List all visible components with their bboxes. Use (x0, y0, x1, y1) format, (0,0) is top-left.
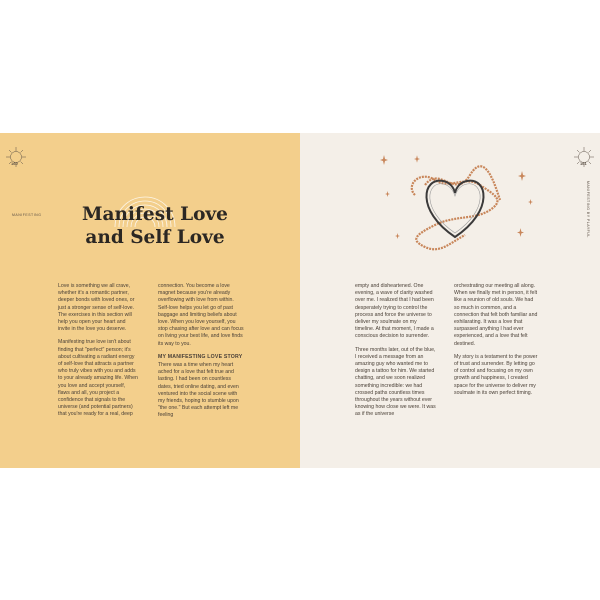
right-page (300, 133, 600, 468)
paragraph: Three months later, out of the blue, I received a message from an amazing guy who wanted me to design a tattoo for him. We started chatting, and we soon realized something incredible: we had crossed paths countless times throughout the years without ever knowing how close we were. It was as if the universe (355, 346, 436, 418)
sparkle-icon (385, 191, 390, 197)
paragraph: empty and disheartened. One evening, a wave of clarity washed over me. I realized that I had been desperately trying to control the process and force the universe to deliver my soulmate on my timeline. At that moment, I made a conscious decision to surrender. (355, 283, 434, 340)
side-label: MANIFESTING BY PLAYFUL (586, 181, 590, 238)
paragraph: Manifesting true love isn't about finding that "perfect" person; it's about cultivating a radiant energy of self-love that attracts a partner who truly vibes with you and adds to your already amazing life. When you love and accept yourself, flaws and all, you project a confidence that signals to the universe (and potential partners) that you're ready for a real, deep (58, 339, 138, 418)
heart-chain-icon (395, 155, 515, 255)
paragraph: connection. You become a love magnet because you're already overflowing with love from within. Self-love helps you let go of past baggage and limiting beliefs about love. When you love yourself, you stop chasing after love and can focus on living your best life, and love finds its way to you. (158, 283, 244, 347)
paragraph: orchestrating our meeting all along. When we finally met in person, it felt like a reunion of old souls. We had so much in common, and a connection that felt both familiar and exhilarating. It was a love that surpassed anything I had ever experienced, and a love that felt destined. (454, 283, 538, 347)
title-line-1: Manifest Love (82, 204, 228, 225)
left-column-2 (158, 283, 244, 426)
right-column-1 (355, 283, 437, 425)
left-column-1 (58, 283, 138, 425)
title-line-2: and Self Love (85, 227, 225, 248)
right-column-2 (454, 283, 538, 403)
page-title (70, 203, 240, 249)
side-label: MANIFESTING (12, 213, 42, 217)
paragraph: Love is something we all crave, whether it's a romantic partner, deeper bonds with loved ones, or just a stronger sense of self-love. The exercises in this section will help you open your heart and invite in the love you deserve. (58, 283, 135, 333)
page-number: 161 (580, 161, 587, 166)
page-number: 160 (11, 161, 18, 166)
sparkle-icon (518, 171, 526, 181)
left-page (0, 133, 300, 468)
sparkle-icon (517, 228, 524, 237)
sparkle-icon (395, 233, 400, 239)
paragraph: There was a time when my heart ached for a love that felt true and lasting. I had been on countless dates, tried online dating, and even ventured into the social scene with my friends, hoping to stumble upon "the one." But each attempt left me feeling (158, 362, 239, 419)
paragraph: My story is a testament to the power of trust and surrender. By letting go of control and focusing on my own growth and happiness, I created space for the universe to deliver my soulmate in its own perfect timing. (454, 353, 538, 396)
sparkle-icon (528, 199, 533, 205)
sparkle-icon (414, 155, 420, 163)
sparkle-icon (380, 155, 388, 165)
section-heading: MY MANIFESTING LOVE STORY (158, 353, 243, 360)
